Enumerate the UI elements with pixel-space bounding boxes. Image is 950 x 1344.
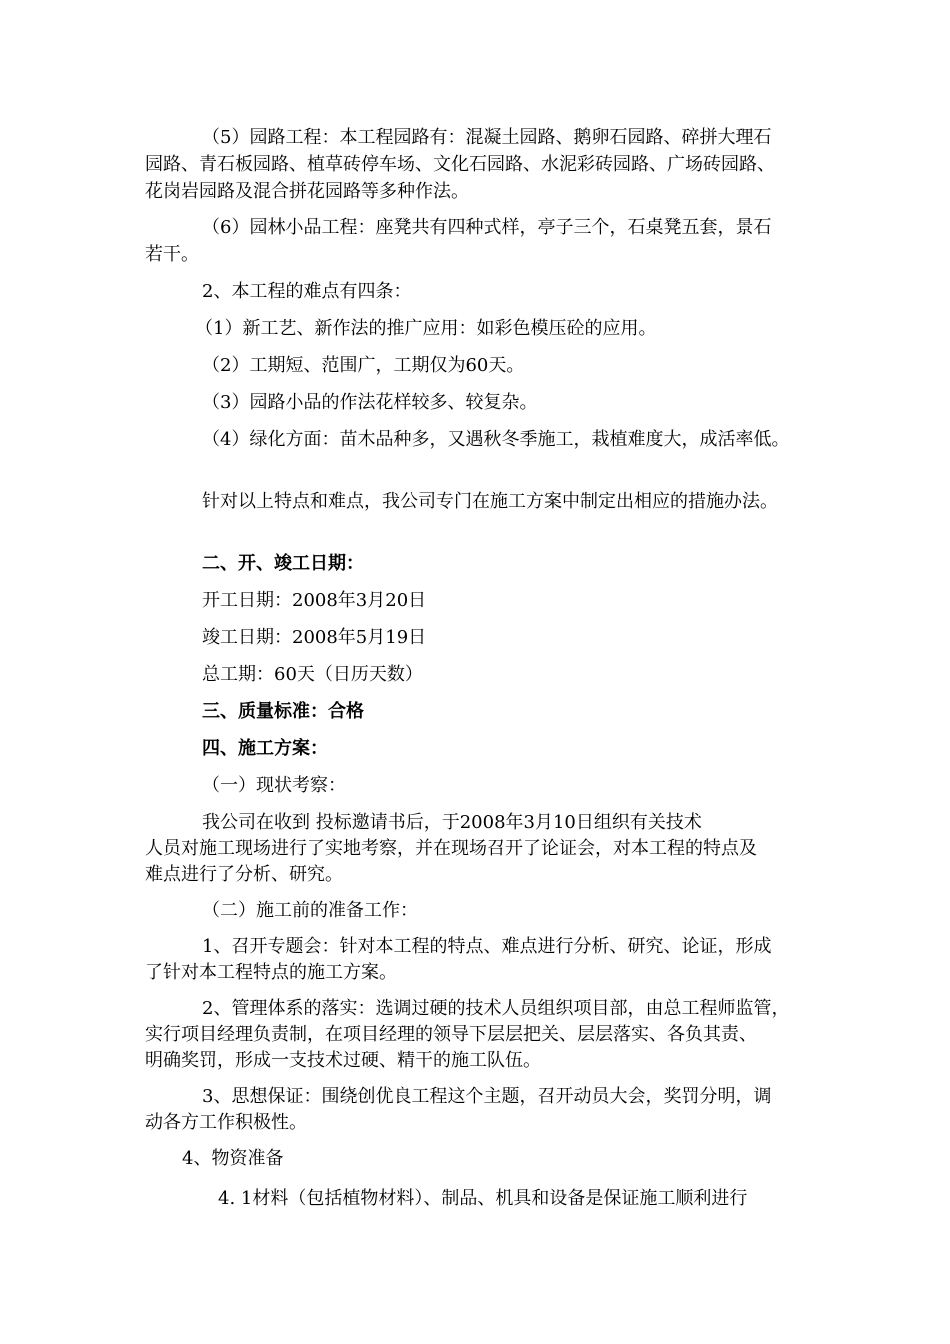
end-date: 竣工日期：2008年5月19日 xyxy=(202,627,427,648)
prep-3-line-2: 动各方工作积极性。 xyxy=(145,1112,307,1133)
prep-1-line-1: 1、召开专题会：针对本工程的特点、难点进行分析、研究、论证，形成 xyxy=(202,936,772,957)
prep-2-line-2: 实行项目经理负责制，在项目经理的领导下层层把关、层层落实、各负其责、 xyxy=(145,1024,757,1045)
subsection-1-line-3: 难点进行了分析、研究。 xyxy=(145,864,343,885)
difficulty-item-2: （2）工期短、范围广，工期仅为60天。 xyxy=(202,355,525,376)
difficulty-item-3: （3）园路小品的作法花样较多、较复杂。 xyxy=(202,392,538,413)
paragraph-6-line-1: （6）园林小品工程：座凳共有四种式样，亭子三个，石桌凳五套，景石 xyxy=(202,217,772,238)
section-4-heading: 四、施工方案： xyxy=(202,738,328,759)
subsection-1-line-1: 我公司在收到 投标邀请书后，于2008年3月10日组织有关技术 xyxy=(202,812,702,833)
paragraph-5-line-3: 花岗岩园路及混合拼花园路等多种作法。 xyxy=(145,181,469,202)
paragraph-5-line-2: 园路、青石板园路、植草砖停车场、文化石园路、水泥彩砖园路、广场砖园路、 xyxy=(145,154,775,175)
prep-4-heading: 4、物资准备 xyxy=(182,1148,284,1169)
section-3-heading: 三、质量标准：合格 xyxy=(202,701,364,722)
subsection-2-heading: （二）施工前的准备工作： xyxy=(202,900,418,921)
difficulty-heading: 2、本工程的难点有四条： xyxy=(202,281,412,302)
subsection-1-heading: （一）现状考察： xyxy=(202,775,346,796)
prep-1-line-2: 了针对本工程特点的施工方案。 xyxy=(145,962,397,983)
summary-text: 针对以上特点和难点，我公司专门在施工方案中制定出相应的措施办法。 xyxy=(202,491,778,512)
start-date: 开工日期：2008年3月20日 xyxy=(202,590,427,611)
paragraph-5-line-1: （5）园路工程：本工程园路有：混凝土园路、鹅卵石园路、碎拼大理石 xyxy=(202,127,772,148)
difficulty-item-1: （1）新工艺、新作法的推广应用：如彩色模压砼的应用。 xyxy=(195,318,657,339)
difficulty-item-4: （4）绿化方面：苗木品种多，又遇秋冬季施工，栽植难度大，成活率低。 xyxy=(202,429,790,450)
subsection-1-line-2: 人员对施工现场进行了实地考察，并在现场召开了论证会，对本工程的特点及 xyxy=(145,838,757,859)
total-period: 总工期：60天（日历天数） xyxy=(202,664,423,685)
prep-2-line-1: 2、管理体系的落实：选调过硬的技术人员组织项目部，由总工程师监管， xyxy=(202,998,790,1019)
prep-3-line-1: 3、思想保证：围绕创优良工程这个主题，召开动员大会，奖罚分明，调 xyxy=(202,1086,772,1107)
prep-4-1-line: 4. 1材料（包括植物材料）、制品、机具和设备是保证施工顺利进行 xyxy=(218,1188,748,1209)
prep-2-line-3: 明确奖罚，形成一支技术过硬、精干的施工队伍。 xyxy=(145,1050,541,1071)
paragraph-6-line-2: 若干。 xyxy=(145,244,199,265)
section-2-heading: 二、开、竣工日期： xyxy=(202,553,364,574)
